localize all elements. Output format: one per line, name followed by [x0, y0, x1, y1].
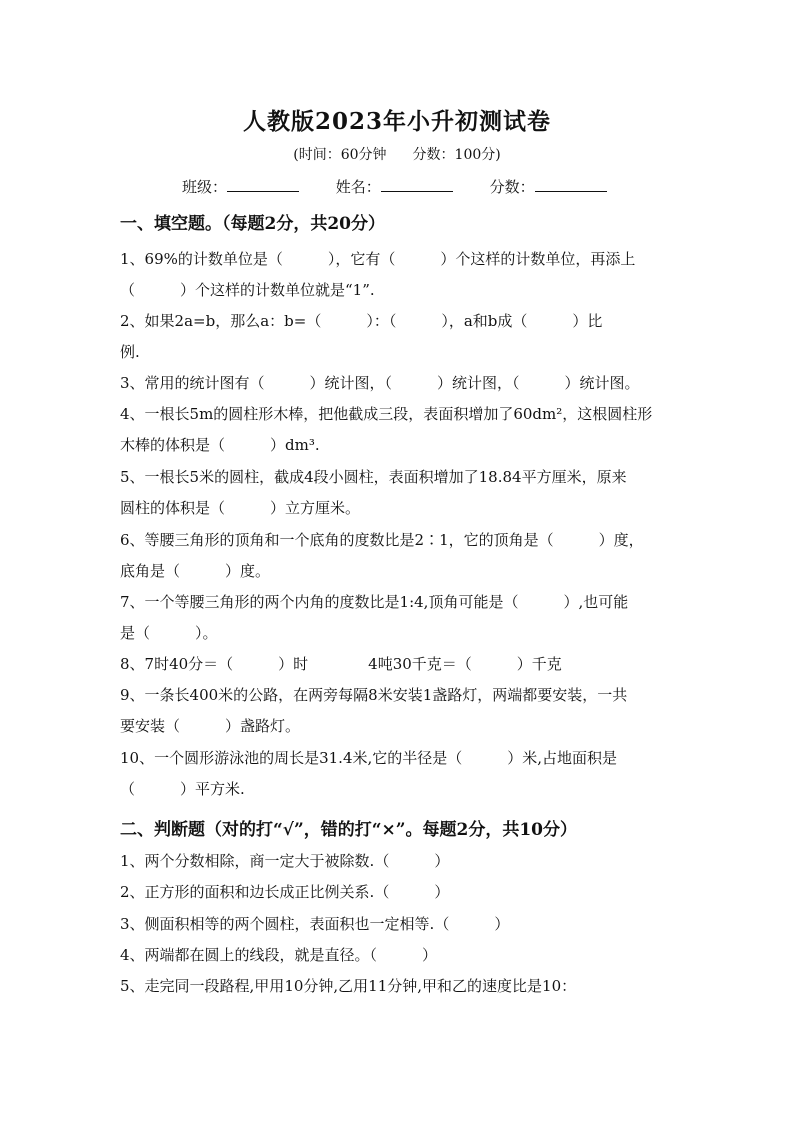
question-line: 圆柱的体积是（ ）立方厘米。	[120, 499, 361, 517]
question-line: 5、走完同一段路程,甲用10分钟,乙用11分钟,甲和乙的速度比是10：	[120, 977, 577, 995]
exam-total-score: 分数：100分)	[412, 147, 501, 163]
question-line: 1、69%的计数单位是（ ），它有（ ）个这样的计数单位，再添上	[120, 250, 636, 268]
name-label: 姓名：	[335, 178, 381, 196]
question-line: 10、一个圆形游泳池的周长是31.4米,它的半径是（ ）米,占地面积是	[120, 749, 618, 767]
question-line: 3、常用的统计图有（ ）统计图，（ ）统计图，（ ）统计图。	[120, 374, 640, 392]
name-blank[interactable]	[381, 177, 453, 192]
question-line: 木棒的体积是（ ）dm³.	[120, 436, 320, 454]
question-line: 要安装（ ）盏路灯。	[120, 717, 301, 735]
question-line: 是（ ）。	[120, 624, 218, 642]
exam-time: (时间：60分钟	[293, 147, 387, 163]
question-line: 2、正方形的面积和边长成正比例关系.（ ）	[120, 883, 450, 901]
question-line: 1、两个分数相除，商一定大于被除数.（ ）	[120, 852, 450, 870]
section-fill-in-heading: 一、填空题。（每题2分，共20分）	[120, 214, 385, 234]
question-line: 4、两端都在圆上的线段，就是直径。（ ）	[120, 946, 438, 964]
exam-subtitle	[0, 144, 794, 164]
question-line: （ ）平方米.	[120, 780, 245, 798]
question-line: 8、7时40分＝（ ）时 4吨30千克＝（ ）千克	[120, 655, 562, 673]
score-blank[interactable]	[535, 177, 607, 192]
question-line: 9、一条长400米的公路，在两旁每隔8米安装1盏路灯，两端都要安装，一共	[120, 686, 628, 704]
question-line: （ ）个这样的计数单位就是“1”.	[120, 281, 375, 299]
question-line: 例.	[120, 343, 140, 361]
question-line: 4、一根长5m的圆柱形木棒，把他截成三段，表面积增加了60dm²，这根圆柱形	[120, 405, 653, 423]
question-line: 底角是（ ）度。	[120, 562, 271, 580]
question-line: 2、如果2a=b，那么a：b=（ ）：（ ），a和b成（ ）比	[120, 312, 603, 330]
class-field	[182, 176, 299, 197]
score-field	[490, 176, 607, 197]
question-line: 3、侧面积相等的两个圆柱，表面积也一定相等.（ ）	[120, 915, 510, 933]
question-line: 5、一根长5米的圆柱，截成4段小圆柱，表面积增加了18.84平方厘米，原来	[120, 468, 627, 486]
question-line: 6、等腰三角形的顶角和一个底角的度数比是2∶1，它的顶角是（ ）度，	[120, 531, 644, 549]
section-true-false-heading: 二、判断题（对的打“√”，错的打“×”。每题2分，共10分）	[120, 820, 578, 840]
class-blank[interactable]	[227, 177, 299, 192]
student-info-row	[182, 176, 639, 197]
class-label: 班级：	[182, 178, 228, 196]
name-field	[336, 176, 453, 197]
exam-title: 人教版2023年小升初测试卷	[242, 108, 551, 135]
score-label: 分数：	[489, 178, 535, 196]
question-line: 7、一个等腰三角形的两个内角的度数比是1:4,顶角可能是（ ）,也可能	[120, 593, 629, 611]
